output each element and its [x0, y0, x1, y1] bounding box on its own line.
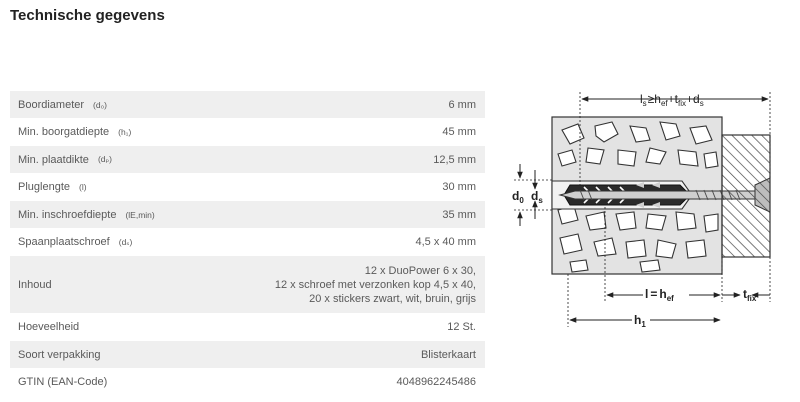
- spec-row-inschroefdiepte: [10, 201, 485, 228]
- spec-value-line: 20 x stickers zwart, wit, bruin, grijs: [309, 292, 476, 305]
- spec-row-plaatdikte: [10, 146, 485, 173]
- spec-value: [275, 264, 476, 306]
- spec-symbol: (dₚ): [97, 154, 112, 164]
- spec-symbol: (h₁): [118, 127, 132, 137]
- spec-label: Spaanplaatschroef: [18, 236, 110, 248]
- spec-row-spaanplaatschroef: [10, 228, 485, 256]
- spec-symbol: (lE,min): [125, 209, 155, 220]
- spec-label: Min. boorgatdiepte: [18, 126, 110, 138]
- spec-row-boorgatdiepte: [10, 118, 485, 146]
- spec-row-gtin: [10, 368, 485, 396]
- spec-row-inhoud: [10, 256, 485, 313]
- spec-value: 4,5 x 40 mm: [415, 236, 476, 248]
- spec-label: Pluglengte: [18, 181, 70, 193]
- spec-label: Hoeveelheid: [18, 321, 80, 333]
- spec-symbol: (l): [79, 182, 87, 192]
- spec-label: Min. inschroefdiepte: [18, 208, 117, 221]
- fixture-panel: [722, 135, 770, 257]
- page-title: Technische gegevens: [10, 7, 165, 24]
- spec-label: Soort verpakking: [18, 348, 101, 361]
- spec-label: Boordiameter: [18, 98, 85, 111]
- spec-symbol: (d₀): [93, 99, 107, 110]
- spec-value: 35 mm: [442, 208, 476, 221]
- spec-value: 6 mm: [448, 98, 476, 111]
- spec-row-verpakking: [10, 341, 485, 368]
- spec-value-line: 12 x schroef met verzonken kop 4,5 x 40,: [274, 278, 476, 291]
- spec-row-boordiameter: [10, 91, 485, 118]
- spec-value: 12 St.: [447, 321, 476, 333]
- h1-label: $h_1$: [634, 313, 646, 329]
- spec-label: Min. plaatdikte: [18, 153, 89, 166]
- spec-value: 12,5 mm: [433, 153, 476, 166]
- spec-value: 4048962245486: [396, 376, 476, 388]
- tfix-label: $t_{fix}$: [743, 287, 757, 303]
- spec-label: GTIN (EAN-Code): [18, 376, 108, 388]
- spec-label: Inhoud: [18, 278, 52, 291]
- spec-value-line: 12 x DuoPower 6 x 30,: [364, 264, 476, 277]
- spec-table: [10, 91, 485, 396]
- d0-label: $d_0$: [512, 189, 524, 205]
- spec-value: 45 mm: [442, 126, 476, 138]
- spec-row-pluglengte: [10, 173, 485, 201]
- plug-length-label: $l = h_{ef}$: [645, 287, 674, 303]
- spec-row-hoeveelheid: [10, 313, 485, 341]
- spec-value: Blisterkaart: [420, 348, 476, 361]
- formula-label: $l_s\ge h_{ef}+t_{fix}+d_s$: [640, 92, 704, 108]
- spec-symbol: (dₛ): [118, 236, 133, 247]
- spec-value: 30 mm: [442, 181, 476, 193]
- ds-label: $d_s$: [531, 189, 543, 205]
- installation-diagram: [500, 82, 790, 332]
